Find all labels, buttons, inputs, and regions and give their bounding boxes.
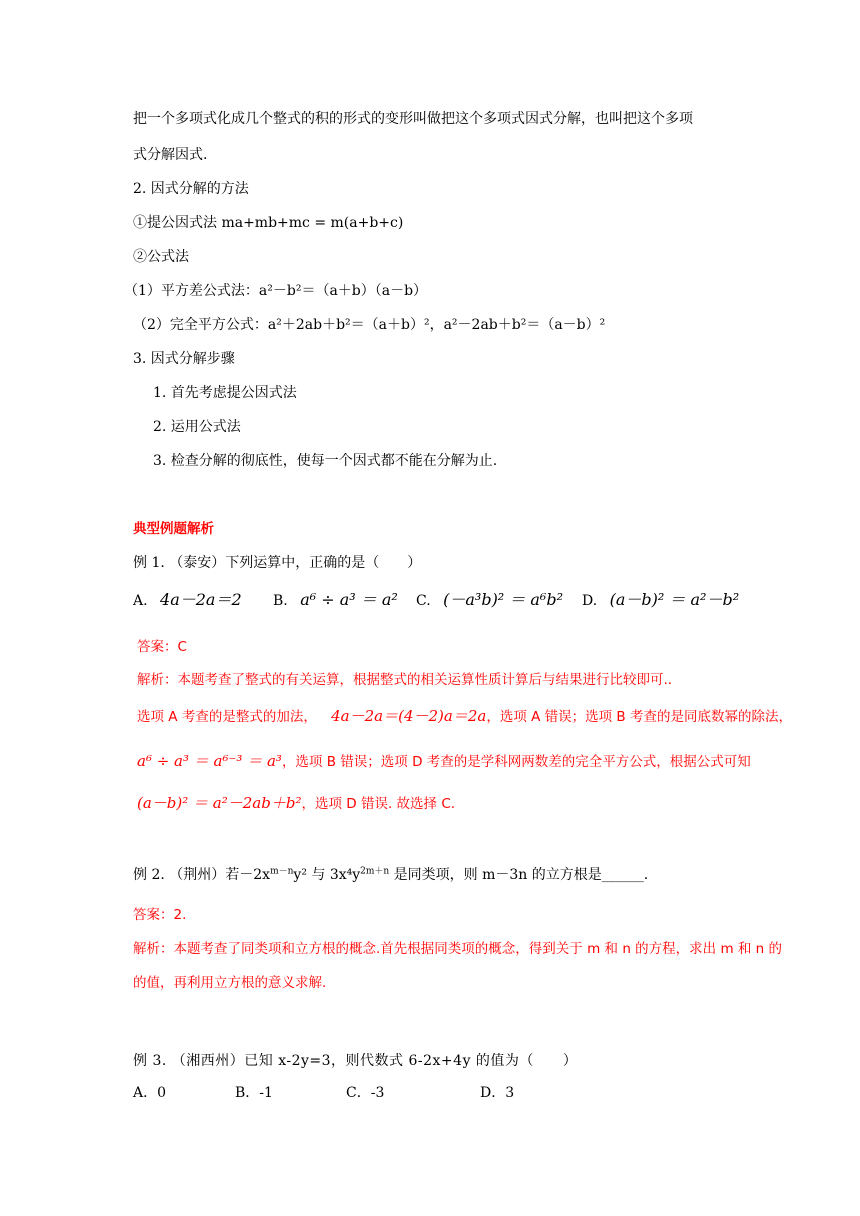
option-d-expr: (a－b)² ＝ a²－b² bbox=[609, 590, 740, 609]
example1-analysis-4 bbox=[137, 794, 455, 813]
formula-1: （1）平方差公式法：a²－b²＝（a＋b）（a－b） bbox=[124, 283, 428, 299]
method-2: ②公式法 bbox=[133, 249, 189, 265]
option-a-expr: 4a－2a＝2 bbox=[160, 590, 242, 609]
example3-option-c: C．-3 bbox=[346, 1085, 385, 1101]
example3-option-b: B．-1 bbox=[235, 1085, 273, 1101]
example1-option-c bbox=[416, 590, 563, 611]
intro-line-2: 式分解因式. bbox=[133, 147, 208, 163]
step-2: 2. 运用公式法 bbox=[153, 419, 241, 435]
intro-line-1: 把一个多项式化成几个整式的积的形式的变形叫做把这个多项式因式分解，也叫把这个多项 bbox=[133, 111, 693, 127]
example2-analysis-1: 解析：本题考查了同类项和立方根的概念.首先根据同类项的概念，得到关于 m 和 n 的方程，求出 m 和 n 的 bbox=[133, 941, 783, 957]
analysis-3-math: a⁶ ÷ a³ ＝ a⁶⁻³ ＝ a³ bbox=[137, 752, 282, 770]
question-mid-1: y² 与 3x⁴y bbox=[293, 867, 361, 883]
option-d-label: D. bbox=[582, 593, 598, 609]
steps-heading: 3. 因式分解步骤 bbox=[133, 351, 235, 367]
option-b-label: B. bbox=[273, 593, 288, 609]
example1-question: 例 1. （泰安）下列运算中，正确的是（ ） bbox=[133, 555, 422, 571]
formula-2: （2）完全平方公式：a²＋2ab＋b²＝（a＋b）²，a²－2ab＋b²＝（a－b）² bbox=[133, 317, 606, 333]
exponent-2: 2m＋n bbox=[360, 866, 390, 877]
example1-analysis-1: 解析：本题考查了整式的有关运算，根据整式的相关运算性质计算后与结果进行比较即可.. bbox=[137, 672, 673, 688]
option-b-expr: a⁶ ÷ a³ ＝ a² bbox=[300, 590, 398, 609]
analysis-3-text: ，选项 B 错误；选项 D 考查的是学科网两数差的完全平方公式，根据公式可知 bbox=[281, 754, 751, 770]
analysis-2-text-b: ，选项 A 错误；选项 B 考查的是同底数幂的除法， bbox=[486, 709, 792, 725]
methods-heading: 2. 因式分解的方法 bbox=[133, 181, 249, 197]
step-1: 1. 首先考虑提公因式法 bbox=[153, 385, 297, 401]
analysis-2-text-a: 选项 A 考查的是整式的加法， bbox=[137, 709, 317, 725]
example1-answer: 答案：C bbox=[137, 639, 187, 655]
analysis-4-text: ，选项 D 错误. 故选择 C. bbox=[301, 796, 456, 812]
answer-blank: ______. bbox=[601, 867, 649, 883]
option-c-expr: (－a³b)² ＝ a⁶b² bbox=[443, 590, 564, 609]
example1-analysis-3 bbox=[137, 752, 751, 771]
example1-option-a bbox=[133, 590, 242, 611]
example2-answer: 答案：2. bbox=[133, 907, 187, 923]
step-3: 3. 检查分解的彻底性，使每一个因式都不能在分解为止. bbox=[153, 453, 498, 469]
exponent-1: m－n bbox=[270, 866, 294, 877]
analysis-2-math: 4a－2a＝(4－2)a＝2a bbox=[331, 707, 487, 725]
example2-analysis-2: 的值，再利用立方根的意义求解. bbox=[133, 975, 327, 991]
question-prefix: 例 2. （荆州）若－2x bbox=[133, 867, 271, 883]
example3-question: 例 3. （湘西州）已知 x-2y=3，则代数式 6-2x+4y 的值为（ ） bbox=[133, 1053, 578, 1069]
option-c-label: C. bbox=[416, 593, 431, 609]
example1-analysis-2 bbox=[137, 707, 792, 726]
option-a-label: A. bbox=[133, 593, 148, 609]
example1-option-b bbox=[273, 590, 398, 611]
example3-option-d: D．3 bbox=[480, 1085, 515, 1101]
example2-question bbox=[133, 866, 648, 884]
analysis-4-math: (a－b)² ＝ a²－2ab＋b² bbox=[137, 794, 302, 812]
method-1: ①提公因式法 ma+mb+mc = m(a+b+c) bbox=[133, 215, 404, 231]
example1-option-d bbox=[582, 590, 739, 611]
example3-option-a: A．0 bbox=[133, 1085, 167, 1101]
section-title: 典型例题解析 bbox=[133, 521, 214, 537]
question-mid-2: 是同类项，则 m－3n 的立方根是 bbox=[389, 867, 602, 883]
